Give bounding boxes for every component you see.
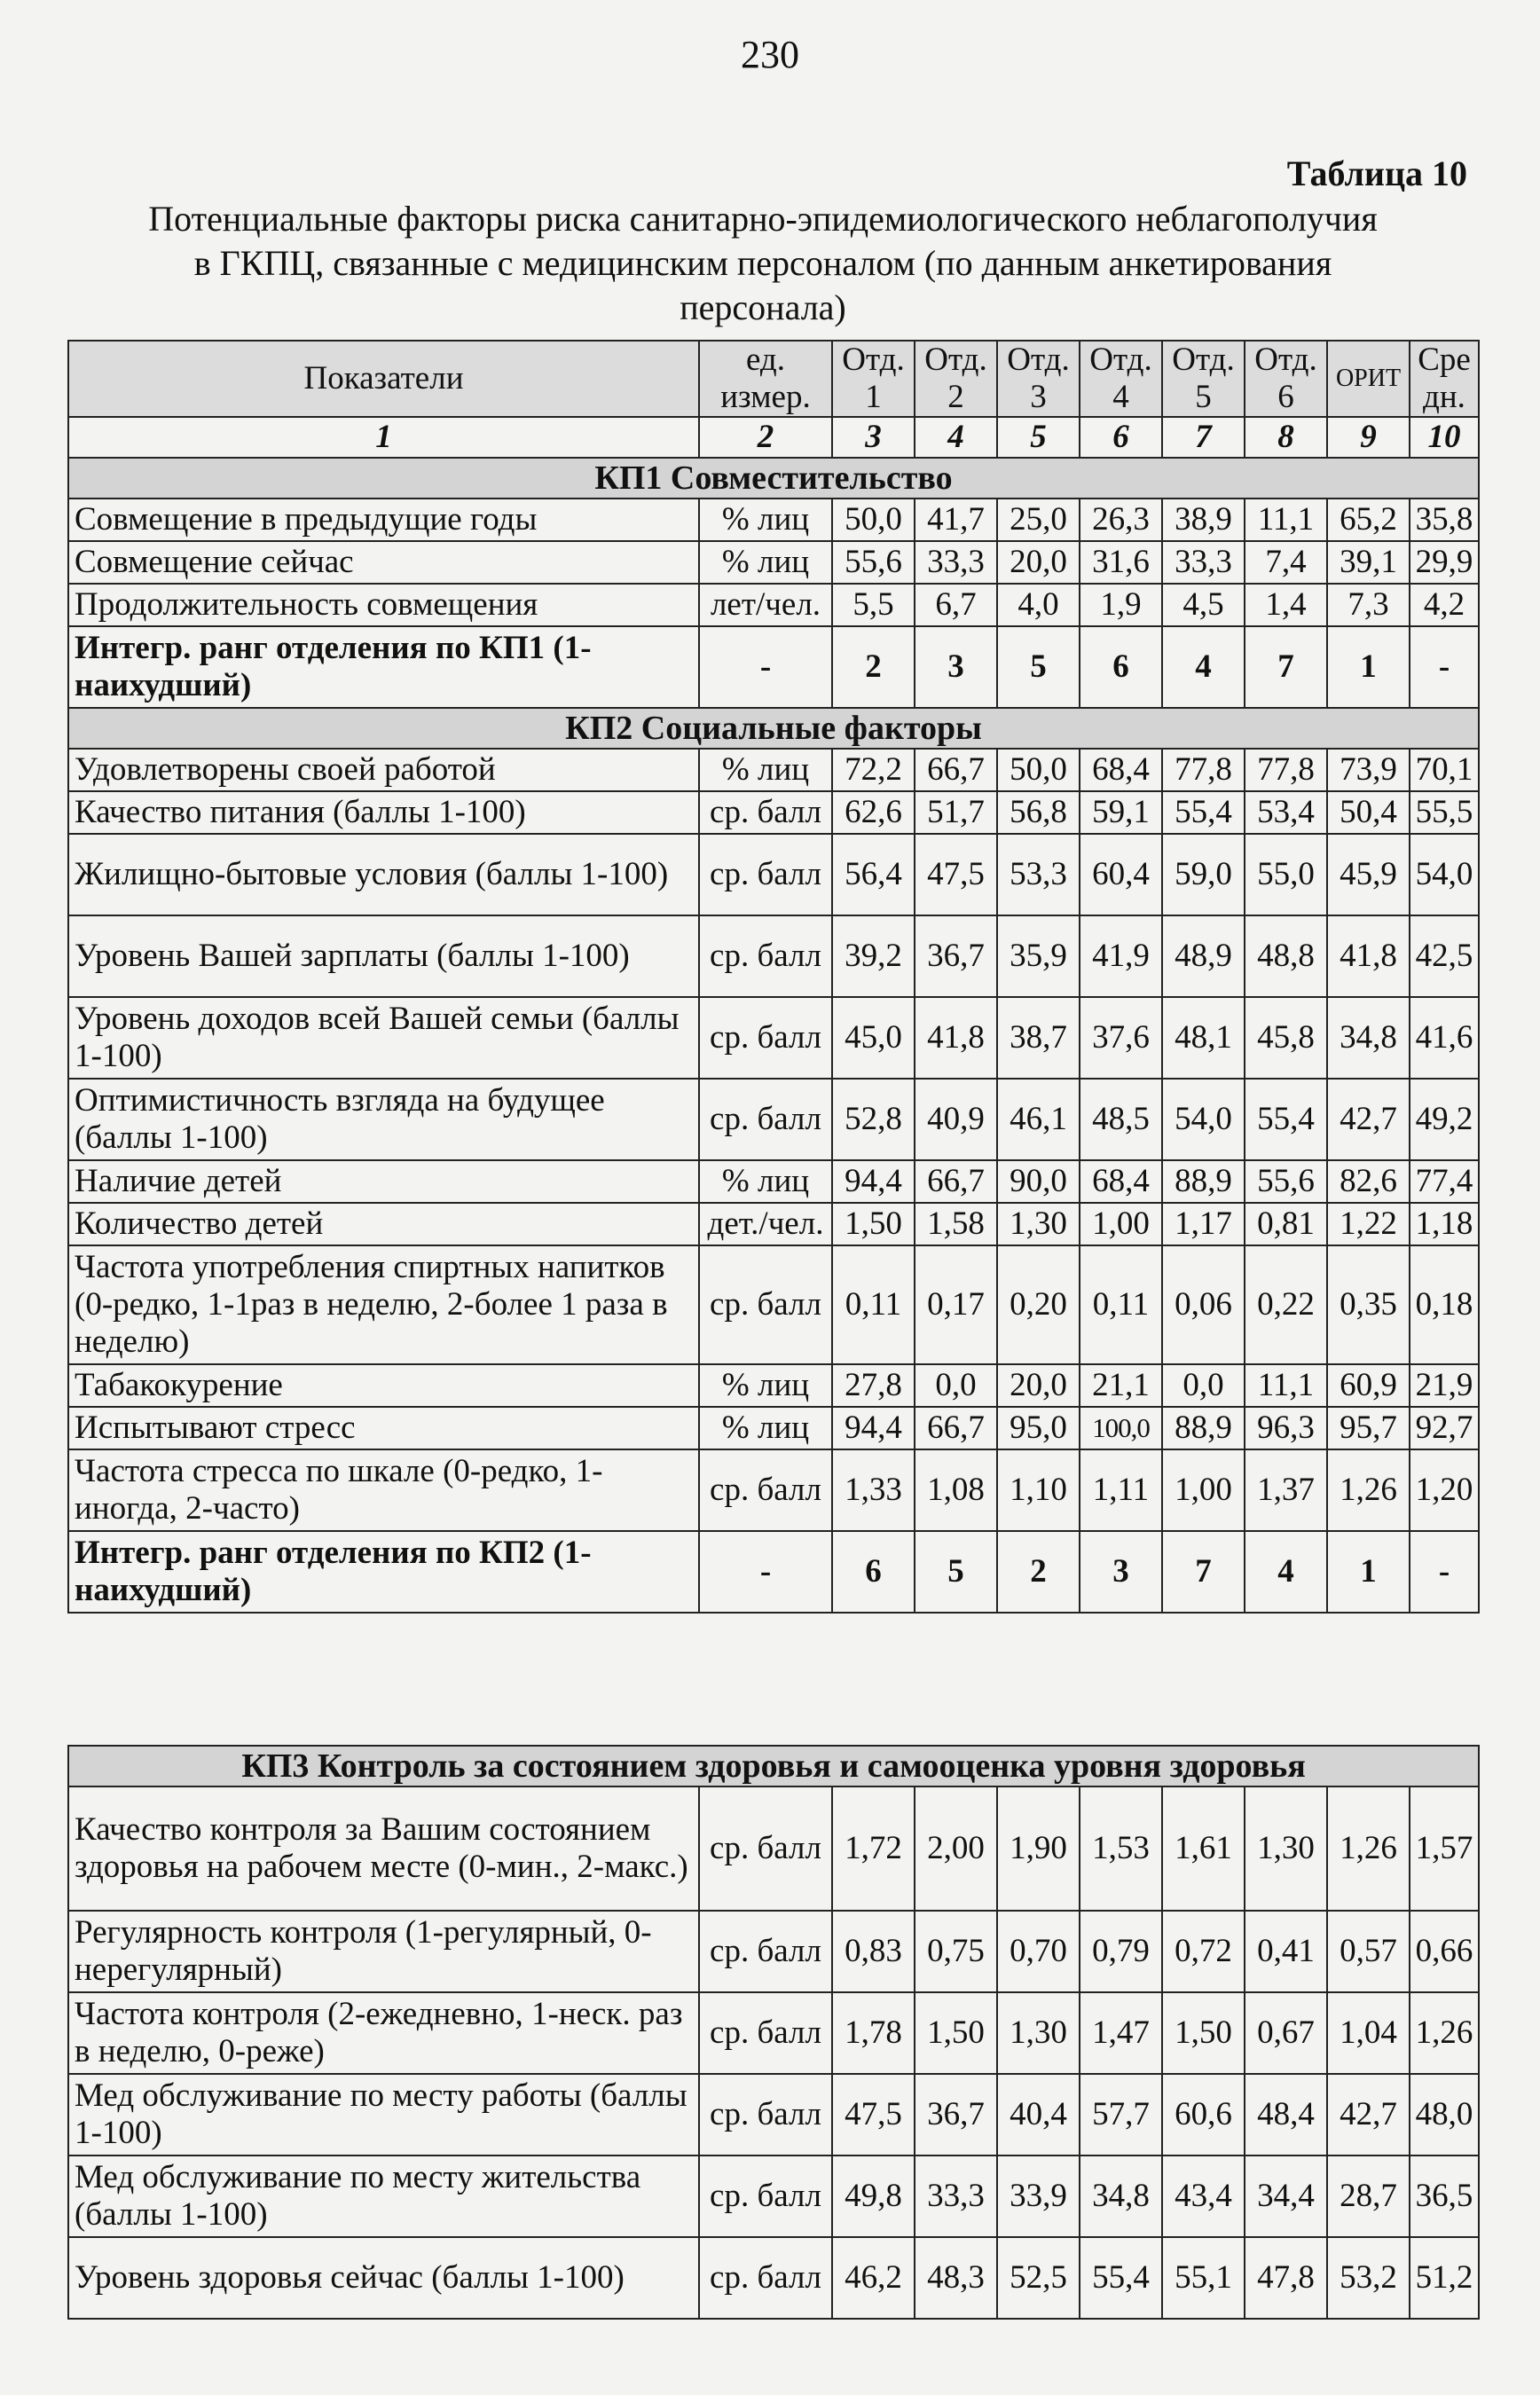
row-label: Мед обслуживание по месту работы (баллы 1-100): [68, 2074, 699, 2156]
column-number: 1: [68, 417, 699, 458]
table-row: [68, 541, 1479, 584]
table-row: [68, 1203, 1479, 1245]
row-value: 45,8: [1245, 997, 1327, 1079]
table-row: [68, 2156, 1479, 2237]
row-value: 53,4: [1245, 791, 1327, 834]
column-header: Сре дн.: [1410, 341, 1479, 417]
row-unit: -: [699, 1531, 832, 1613]
row-value: 36,5: [1410, 2156, 1479, 2237]
row-unit: % лиц: [699, 541, 832, 584]
table-row: [68, 1407, 1479, 1449]
row-value: 33,3: [1162, 541, 1245, 584]
row-value: 1: [1327, 626, 1410, 708]
page-number: 230: [741, 33, 799, 76]
table-row: [68, 834, 1479, 915]
row-value: 95,0: [997, 1407, 1080, 1449]
row-value: 65,2: [1327, 499, 1410, 541]
column-number: 9: [1327, 417, 1410, 458]
row-label: Уровень здоровья сейчас (баллы 1-100): [68, 2237, 699, 2319]
row-value: 6: [1080, 626, 1162, 708]
row-value: 0,0: [1162, 1364, 1245, 1407]
row-unit: % лиц: [699, 1364, 832, 1407]
column-number: 4: [915, 417, 997, 458]
row-value: 41,6: [1410, 997, 1479, 1079]
row-value: 1,26: [1327, 1449, 1410, 1531]
row-value: 77,8: [1245, 749, 1327, 791]
row-value: 1,50: [832, 1203, 915, 1245]
column-header: Отд. 2: [915, 341, 997, 417]
row-value: 56,8: [997, 791, 1080, 834]
row-value: 1,00: [1080, 1203, 1162, 1245]
row-value: 48,0: [1410, 2074, 1479, 2156]
row-label: Уровень Вашей зарплаты (баллы 1-100): [68, 915, 699, 997]
row-value: 4,2: [1410, 584, 1479, 626]
row-value: 66,7: [915, 1160, 997, 1203]
row-value: 7: [1162, 1531, 1245, 1613]
column-number: 8: [1245, 417, 1327, 458]
column-number: 5: [997, 417, 1080, 458]
row-label: Качество питания (баллы 1-100): [68, 791, 699, 834]
row-value: 41,8: [915, 997, 997, 1079]
row-value: 33,3: [915, 2156, 997, 2237]
row-value: 43,4: [1162, 2156, 1245, 2237]
row-value: 60,4: [1080, 834, 1162, 915]
row-value: 0,79: [1080, 1911, 1162, 1992]
row-label: Удовлетворены своей работой: [68, 749, 699, 791]
row-value: 0,06: [1162, 1245, 1245, 1364]
row-value: 88,9: [1162, 1160, 1245, 1203]
row-unit: -: [699, 626, 832, 708]
row-value: 1,08: [915, 1449, 997, 1531]
row-value: 53,2: [1327, 2237, 1410, 2319]
row-label: Частота стресса по шкале (0-редко, 1-иногда, 2-часто): [68, 1449, 699, 1531]
table-row: [68, 1449, 1479, 1531]
row-value: 1,37: [1245, 1449, 1327, 1531]
row-value: 0,66: [1410, 1911, 1479, 1992]
row-value: 82,6: [1327, 1160, 1410, 1203]
row-value: 41,8: [1327, 915, 1410, 997]
row-value: 0,67: [1245, 1992, 1327, 2074]
row-value: 45,9: [1327, 834, 1410, 915]
row-value: 50,0: [997, 749, 1080, 791]
row-value: 5,5: [832, 584, 915, 626]
row-value: 60,6: [1162, 2074, 1245, 2156]
row-value: 1,04: [1327, 1992, 1410, 2074]
row-value: 94,4: [832, 1407, 915, 1449]
row-value: 0,11: [1080, 1245, 1162, 1364]
row-value: 38,7: [997, 997, 1080, 1079]
table-row: [68, 749, 1479, 791]
row-value: 5: [915, 1531, 997, 1613]
row-unit: ср. балл: [699, 2237, 832, 2319]
row-value: 73,9: [1327, 749, 1410, 791]
column-number-row: [68, 417, 1479, 458]
row-value: 55,5: [1410, 791, 1479, 834]
row-label: Частота употребления спиртных напитков (0-редко, 1-1раз в неделю, 2-более 1 раза в неделю): [68, 1245, 699, 1364]
caption-line: в ГКПЦ, связанные с медицинским персоналом (по данным анкетирования: [193, 243, 1332, 283]
row-value: 39,2: [832, 915, 915, 997]
row-value: 38,9: [1162, 499, 1245, 541]
row-value: 7,3: [1327, 584, 1410, 626]
column-number: 3: [832, 417, 915, 458]
row-value: 4,5: [1162, 584, 1245, 626]
row-value: 1,53: [1080, 1786, 1162, 1911]
row-value: 50,0: [832, 499, 915, 541]
row-value: 1,17: [1162, 1203, 1245, 1245]
row-unit: ср. балл: [699, 2074, 832, 2156]
row-value: 20,0: [997, 1364, 1080, 1407]
row-unit: ср. балл: [699, 997, 832, 1079]
row-value: 46,2: [832, 2237, 915, 2319]
row-value: 34,8: [1080, 2156, 1162, 2237]
row-unit: ср. балл: [699, 791, 832, 834]
row-label: Совмещение сейчас: [68, 541, 699, 584]
row-value: 27,8: [832, 1364, 915, 1407]
row-value: 26,3: [1080, 499, 1162, 541]
column-number: 7: [1162, 417, 1245, 458]
table-row: [68, 1786, 1479, 1911]
row-value: 2: [832, 626, 915, 708]
row-value: 60,9: [1327, 1364, 1410, 1407]
table-row: [68, 997, 1479, 1079]
row-value: 1,30: [997, 1992, 1080, 2074]
row-value: 53,3: [997, 834, 1080, 915]
row-label: Табакокурение: [68, 1364, 699, 1407]
row-unit: % лиц: [699, 749, 832, 791]
row-value: 95,7: [1327, 1407, 1410, 1449]
row-value: 45,0: [832, 997, 915, 1079]
row-value: 55,1: [1162, 2237, 1245, 2319]
row-value: 1,50: [1162, 1992, 1245, 2074]
row-value: 94,4: [832, 1160, 915, 1203]
row-value: 1,47: [1080, 1992, 1162, 2074]
column-header: ОРИТ: [1327, 341, 1410, 417]
row-value: 41,7: [915, 499, 997, 541]
row-value: 47,5: [915, 834, 997, 915]
data-table-continued: [67, 1745, 1478, 2320]
row-label: Испытывают стресс: [68, 1407, 699, 1449]
row-value: 92,7: [1410, 1407, 1479, 1449]
row-value: -: [1410, 1531, 1479, 1613]
row-value: 0,70: [997, 1911, 1080, 1992]
row-value: 1,4: [1245, 584, 1327, 626]
row-value: 37,6: [1080, 997, 1162, 1079]
row-value: 0,41: [1245, 1911, 1327, 1992]
row-value: 68,4: [1080, 749, 1162, 791]
row-value: 55,4: [1245, 1079, 1327, 1160]
row-value: 7,4: [1245, 541, 1327, 584]
row-label: Оптимистичность взгляда на будущее (баллы 1-100): [68, 1079, 699, 1160]
table-row: [68, 2074, 1479, 2156]
row-value: -: [1410, 626, 1479, 708]
row-label: Количество детей: [68, 1203, 699, 1245]
row-value: 1,72: [832, 1786, 915, 1911]
row-unit: лет/чел.: [699, 584, 832, 626]
row-value: 0,75: [915, 1911, 997, 1992]
table-row: [68, 626, 1479, 708]
row-value: 54,0: [1162, 1079, 1245, 1160]
table-caption: [53, 197, 1473, 330]
row-label: Уровень доходов всей Вашей семьи (баллы 1-100): [68, 997, 699, 1079]
table-row: [68, 1079, 1479, 1160]
row-value: 36,7: [915, 915, 997, 997]
row-value: 40,9: [915, 1079, 997, 1160]
row-value: 48,8: [1245, 915, 1327, 997]
table-row: [68, 1531, 1479, 1613]
row-value: 1,11: [1080, 1449, 1162, 1531]
row-value: 33,9: [997, 2156, 1080, 2237]
row-unit: ср. балл: [699, 1079, 832, 1160]
row-value: 1,30: [1245, 1786, 1327, 1911]
row-unit: ср. балл: [699, 2156, 832, 2237]
row-value: 39,1: [1327, 541, 1410, 584]
row-value: 1,58: [915, 1203, 997, 1245]
table-row: [68, 1245, 1479, 1364]
row-unit: ср. балл: [699, 1992, 832, 2074]
row-value: 2,00: [915, 1786, 997, 1911]
row-value: 54,0: [1410, 834, 1479, 915]
row-value: 77,8: [1162, 749, 1245, 791]
row-value: 0,57: [1327, 1911, 1410, 1992]
row-label: Наличие детей: [68, 1160, 699, 1203]
column-header: Показатели: [68, 341, 699, 417]
row-label: Совмещение в предыдущие годы: [68, 499, 699, 541]
row-value: 6,7: [915, 584, 997, 626]
row-value: 34,4: [1245, 2156, 1327, 2237]
row-value: 55,6: [1245, 1160, 1327, 1203]
row-label: Интегр. ранг отделения по КП1 (1-наихудший): [68, 626, 699, 708]
row-value: 4: [1245, 1531, 1327, 1613]
column-number: 10: [1410, 417, 1479, 458]
row-value: 41,9: [1080, 915, 1162, 997]
row-value: 34,8: [1327, 997, 1410, 1079]
column-header: Отд. 1: [832, 341, 915, 417]
column-number: 2: [699, 417, 832, 458]
row-value: 31,6: [1080, 541, 1162, 584]
row-value: 35,8: [1410, 499, 1479, 541]
row-value: 1,10: [997, 1449, 1080, 1531]
row-value: 47,5: [832, 2074, 915, 2156]
row-value: 1,61: [1162, 1786, 1245, 1911]
row-value: 2: [997, 1531, 1080, 1613]
row-value: 1: [1327, 1531, 1410, 1613]
table-row: [68, 915, 1479, 997]
row-value: 1,20: [1410, 1449, 1479, 1531]
row-unit: ср. балл: [699, 834, 832, 915]
row-value: 25,0: [997, 499, 1080, 541]
row-value: 72,2: [832, 749, 915, 791]
row-value: 29,9: [1410, 541, 1479, 584]
row-value: 35,9: [997, 915, 1080, 997]
row-label: Качество контроля за Вашим состоянием здоровья на рабочем месте (0-мин., 2-макс.): [68, 1786, 699, 1911]
column-header: Отд. 3: [997, 341, 1080, 417]
row-value: 0,18: [1410, 1245, 1479, 1364]
row-value: 0,81: [1245, 1203, 1327, 1245]
row-unit: ср. балл: [699, 915, 832, 997]
row-value: 48,3: [915, 2237, 997, 2319]
row-value: 62,6: [832, 791, 915, 834]
row-value: 52,5: [997, 2237, 1080, 2319]
section-header-row: [68, 708, 1479, 749]
row-unit: % лиц: [699, 499, 832, 541]
table-row: [68, 1364, 1479, 1407]
row-value: 100,0: [1080, 1407, 1162, 1449]
row-value: 47,8: [1245, 2237, 1327, 2319]
row-label: Продолжительность совмещения: [68, 584, 699, 626]
row-value: 4: [1162, 626, 1245, 708]
row-label: Интегр. ранг отделения по КП2 (1-наихудший): [68, 1531, 699, 1613]
column-header: Отд. 4: [1080, 341, 1162, 417]
row-label: Мед обслуживание по месту жительства (баллы 1-100): [68, 2156, 699, 2237]
row-unit: ср. балл: [699, 1245, 832, 1364]
row-value: 1,26: [1410, 1992, 1479, 2074]
table-row: [68, 1160, 1479, 1203]
row-value: 1,26: [1327, 1786, 1410, 1911]
row-value: 46,1: [997, 1079, 1080, 1160]
row-value: 42,7: [1327, 2074, 1410, 2156]
row-unit: ср. балл: [699, 1911, 832, 1992]
row-value: 0,11: [832, 1245, 915, 1364]
row-value: 52,8: [832, 1079, 915, 1160]
row-value: 5: [997, 626, 1080, 708]
column-header: ед. измер.: [699, 341, 832, 417]
row-value: 49,8: [832, 2156, 915, 2237]
row-value: 68,4: [1080, 1160, 1162, 1203]
section-title: КП3 Контроль за состоянием здоровья и самооценка уровня здоровья: [68, 1746, 1479, 1786]
row-value: 55,6: [832, 541, 915, 584]
row-value: 0,22: [1245, 1245, 1327, 1364]
caption-line: Потенциальные факторы риска санитарно-эпидемиологического неблагополучия: [148, 199, 1378, 239]
column-header: Отд. 5: [1162, 341, 1245, 417]
row-value: 28,7: [1327, 2156, 1410, 2237]
row-unit: ср. балл: [699, 1449, 832, 1531]
row-value: 42,7: [1327, 1079, 1410, 1160]
row-value: 55,0: [1245, 834, 1327, 915]
table-row: [68, 499, 1479, 541]
row-value: 59,0: [1162, 834, 1245, 915]
row-value: 48,9: [1162, 915, 1245, 997]
row-value: 57,7: [1080, 2074, 1162, 2156]
section-title: КП1 Совместительство: [68, 458, 1479, 499]
row-value: 51,2: [1410, 2237, 1479, 2319]
row-value: 90,0: [997, 1160, 1080, 1203]
row-value: 6: [832, 1531, 915, 1613]
row-unit: % лиц: [699, 1160, 832, 1203]
row-value: 66,7: [915, 749, 997, 791]
row-value: 88,9: [1162, 1407, 1245, 1449]
row-value: 48,1: [1162, 997, 1245, 1079]
row-unit: дет./чел.: [699, 1203, 832, 1245]
row-value: 1,57: [1410, 1786, 1479, 1911]
row-label: Частота контроля (2-ежедневно, 1-неск. раз в неделю, 0-реже): [68, 1992, 699, 2074]
row-value: 0,35: [1327, 1245, 1410, 1364]
row-value: 40,4: [997, 2074, 1080, 2156]
row-value: 1,30: [997, 1203, 1080, 1245]
row-value: 1,50: [915, 1992, 997, 2074]
column-number: 6: [1080, 417, 1162, 458]
row-value: 0,0: [915, 1364, 997, 1407]
row-value: 49,2: [1410, 1079, 1479, 1160]
row-value: 48,5: [1080, 1079, 1162, 1160]
row-value: 0,72: [1162, 1911, 1245, 1992]
row-value: 3: [915, 626, 997, 708]
row-value: 3: [1080, 1531, 1162, 1613]
row-value: 56,4: [832, 834, 915, 915]
row-label: Жилищно-бытовые условия (баллы 1-100): [68, 834, 699, 915]
row-value: 96,3: [1245, 1407, 1327, 1449]
row-value: 1,33: [832, 1449, 915, 1531]
row-value: 1,78: [832, 1992, 915, 2074]
table-row: [68, 1911, 1479, 1992]
section-title: КП2 Социальные факторы: [68, 708, 1479, 749]
row-value: 20,0: [997, 541, 1080, 584]
caption-line: персонала): [680, 287, 846, 327]
row-value: 1,9: [1080, 584, 1162, 626]
row-value: 55,4: [1162, 791, 1245, 834]
row-value: 77,4: [1410, 1160, 1479, 1203]
row-value: 59,1: [1080, 791, 1162, 834]
row-value: 42,5: [1410, 915, 1479, 997]
row-value: 11,1: [1245, 1364, 1327, 1407]
row-value: 1,22: [1327, 1203, 1410, 1245]
section-header-row: [68, 458, 1479, 499]
row-value: 4,0: [997, 584, 1080, 626]
row-value: 50,4: [1327, 791, 1410, 834]
row-value: 51,7: [915, 791, 997, 834]
table-row: [68, 791, 1479, 834]
table-label: Таблица 10: [1286, 153, 1467, 193]
row-unit: % лиц: [699, 1407, 832, 1449]
column-header: Отд. 6: [1245, 341, 1327, 417]
header-row: [68, 341, 1479, 417]
section-header-row: [68, 1746, 1479, 1786]
row-value: 21,9: [1410, 1364, 1479, 1407]
row-value: 36,7: [915, 2074, 997, 2156]
row-value: 1,90: [997, 1786, 1080, 1911]
row-value: 33,3: [915, 541, 997, 584]
row-value: 7: [1245, 626, 1327, 708]
data-table: [67, 340, 1478, 1614]
row-value: 66,7: [915, 1407, 997, 1449]
row-label: Регулярность контроля (1-регулярный, 0-нерегулярный): [68, 1911, 699, 1992]
row-value: 1,18: [1410, 1203, 1479, 1245]
table-row: [68, 2237, 1479, 2319]
table-row: [68, 584, 1479, 626]
table-row: [68, 1992, 1479, 2074]
row-value: 0,20: [997, 1245, 1080, 1364]
row-value: 0,83: [832, 1911, 915, 1992]
row-value: 11,1: [1245, 499, 1327, 541]
row-value: 1,00: [1162, 1449, 1245, 1531]
row-value: 21,1: [1080, 1364, 1162, 1407]
row-value: 55,4: [1080, 2237, 1162, 2319]
row-unit: ср. балл: [699, 1786, 832, 1911]
row-value: 0,17: [915, 1245, 997, 1364]
row-value: 70,1: [1410, 749, 1479, 791]
row-value: 48,4: [1245, 2074, 1327, 2156]
